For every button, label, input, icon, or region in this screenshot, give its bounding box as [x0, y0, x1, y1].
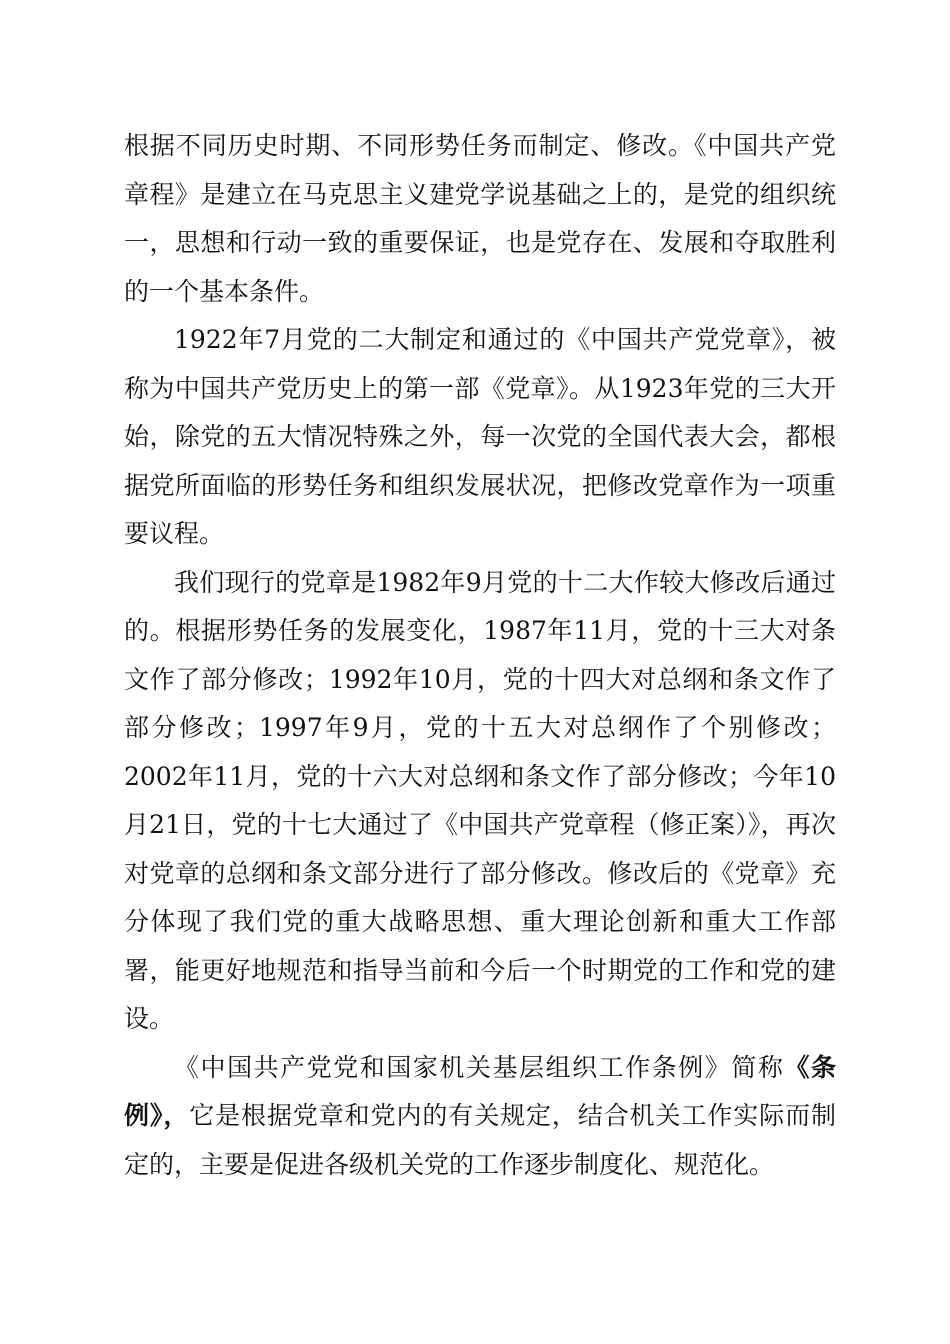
regulations-short-name: 《条例》，	[124, 1052, 836, 1130]
paragraph-party-constitution-basis: 根据不同历史时期、不同形势任务而制定、修改。《中国共产党章程》是建立在马克思主义建党学说基础之上的，是党的组织统一，思想和行动一致的重要保证，也是党存在、发展和夺取胜利的一个基本条件。	[124, 131, 836, 306]
regulations-text-before: 《中国共产党党和国家机关基层组织工作条例》简称	[174, 1052, 785, 1082]
paragraph-first-constitution-history: 1922年7月党的二大制定和通过的《中国共产党党章》，被称为中国共产党历史上的第一部《党章》。从1923年党的三大开始，除党的五大情况特殊之外，每一次党的全国代表大会，都根据党所面临的形势任务和组织发展状况，把修改党章作为一项重要议程。	[124, 325, 836, 548]
paragraph-current-constitution-revisions: 我们现行的党章是1982年9月党的十二大作较大修改后通过的。根据形势任务的发展变化，1987年11月，党的十三大对条文作了部分修改；1992年10月，党的十四大对总纲和条文作了部分修改；1997年9月，党的十五大对总纲作了个别修改；2002年11月，党的十六大对总纲和条文作了部分修改；今年10月21日，党的十七大通过了《中国共产党章程（修正案）》，再次对党章的总纲和条文部分进行了部分修改。修改后的《党章》充分体现了我们党的重大战略思想、重大理论创新和重大工作部署，能更好地规范和指导当前和今后一个时期党的工作和党的建设。	[124, 567, 836, 1033]
document-body	[124, 122, 836, 1189]
paragraph-regulations	[124, 1044, 836, 1190]
regulations-text-after: 它是根据党章和党内的有关规定，结合机关工作实际而制定的，主要是促进各级机关党的工作逐步制度化、规范化。	[124, 1101, 836, 1179]
